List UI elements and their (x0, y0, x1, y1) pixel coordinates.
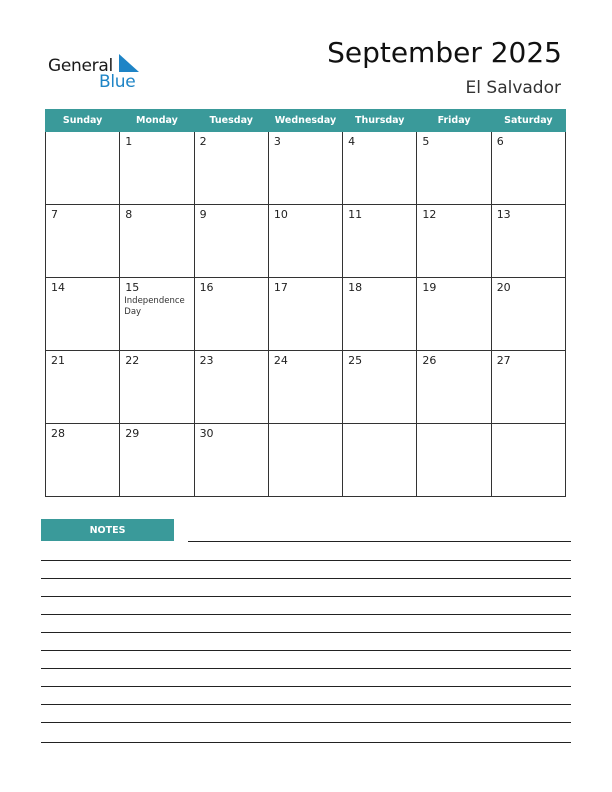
notes-line (41, 722, 571, 723)
month-title: September 2025 (327, 36, 562, 69)
notes-line (41, 650, 571, 651)
day-number: 15 (125, 281, 140, 294)
day-number: 17 (273, 281, 288, 294)
calendar-day-cell (491, 351, 565, 424)
calendar-week-row (46, 205, 566, 278)
calendar-day-cell (194, 351, 268, 424)
day-number: 29 (125, 427, 140, 440)
calendar-day-cell (46, 278, 120, 351)
day-number: 30 (199, 427, 214, 440)
day-number: 1 (125, 135, 133, 148)
notes-line (41, 668, 571, 669)
day-number: 4 (348, 135, 356, 148)
calendar-day-cell (120, 278, 194, 351)
logo-word-general: General (48, 56, 113, 76)
day-number: 5 (422, 135, 430, 148)
notes-line (41, 614, 571, 615)
day-number: 27 (496, 354, 511, 367)
weekday-header: Sunday (46, 110, 120, 132)
country-name: El Salvador (465, 78, 561, 98)
calendar-day-cell (268, 205, 342, 278)
day-number: 14 (51, 281, 65, 294)
day-number: 23 (199, 354, 214, 367)
notes-line (41, 578, 571, 579)
calendar-grid (45, 109, 566, 497)
weekday-header: Wednesday (268, 110, 342, 132)
notes-line (41, 742, 571, 743)
notes-line (41, 560, 571, 561)
calendar-day-cell (268, 132, 342, 205)
day-number: 12 (422, 208, 437, 221)
weekday-header: Thursday (343, 110, 417, 132)
calendar-day-cell (343, 205, 417, 278)
calendar-day-cell (268, 424, 342, 497)
day-number: 28 (51, 427, 65, 440)
calendar-day-cell (194, 205, 268, 278)
calendar-week-row (46, 351, 566, 424)
weekday-header: Friday (417, 110, 491, 132)
day-number: 20 (496, 281, 511, 294)
calendar-day-cell (491, 278, 565, 351)
day-number: 7 (51, 208, 58, 221)
day-number: 6 (496, 135, 504, 148)
day-number: 26 (422, 354, 437, 367)
calendar-day-cell (343, 351, 417, 424)
calendar-day-cell (194, 278, 268, 351)
calendar-day-cell (46, 132, 120, 205)
calendar-day-cell (417, 278, 491, 351)
calendar-day-cell (120, 424, 194, 497)
logo-triangle-icon (117, 54, 141, 72)
day-number: 24 (273, 354, 288, 367)
notes-line (41, 596, 571, 597)
notes-line (41, 704, 571, 705)
day-number: 8 (125, 208, 133, 221)
calendar-day-cell (417, 351, 491, 424)
calendar-week-row (46, 424, 566, 497)
calendar-day-cell (343, 424, 417, 497)
day-number: 11 (348, 208, 363, 221)
calendar-day-cell (194, 424, 268, 497)
notes-line (188, 541, 571, 542)
weekday-header: Monday (120, 110, 194, 132)
calendar-day-cell (120, 205, 194, 278)
calendar-day-cell (46, 424, 120, 497)
weekday-header: Saturday (491, 110, 565, 132)
notes-line (41, 686, 571, 687)
calendar-day-cell (491, 132, 565, 205)
calendar-day-cell (268, 351, 342, 424)
notes-line (41, 632, 571, 633)
day-number: 2 (199, 135, 207, 148)
calendar-day-cell (46, 351, 120, 424)
calendar-day-cell (120, 351, 194, 424)
day-number: 21 (51, 354, 65, 367)
calendar-day-cell (268, 278, 342, 351)
weekday-header: Tuesday (194, 110, 268, 132)
calendar-day-cell (491, 424, 565, 497)
logo-word-blue: Blue (99, 72, 136, 92)
calendar-day-cell (46, 205, 120, 278)
day-number: 16 (199, 281, 214, 294)
day-number: 13 (496, 208, 511, 221)
weekday-header-row (46, 110, 566, 132)
calendar-day-cell (417, 132, 491, 205)
calendar-day-cell (417, 424, 491, 497)
notes-header: NOTES (41, 519, 174, 541)
day-number: 19 (422, 281, 437, 294)
calendar-week-row (46, 132, 566, 205)
day-number: 9 (199, 208, 207, 221)
holiday-label: Independence Day (124, 296, 185, 317)
day-number: 25 (348, 354, 363, 367)
calendar-week-row (46, 278, 566, 351)
day-number: 3 (273, 135, 281, 148)
calendar-day-cell (343, 278, 417, 351)
calendar-day-cell (491, 205, 565, 278)
day-number: 10 (273, 208, 288, 221)
day-number: 18 (348, 281, 363, 294)
calendar-day-cell (417, 205, 491, 278)
logo (48, 52, 148, 92)
day-number: 22 (125, 354, 140, 367)
calendar-day-cell (120, 132, 194, 205)
calendar-day-cell (194, 132, 268, 205)
calendar-day-cell (343, 132, 417, 205)
